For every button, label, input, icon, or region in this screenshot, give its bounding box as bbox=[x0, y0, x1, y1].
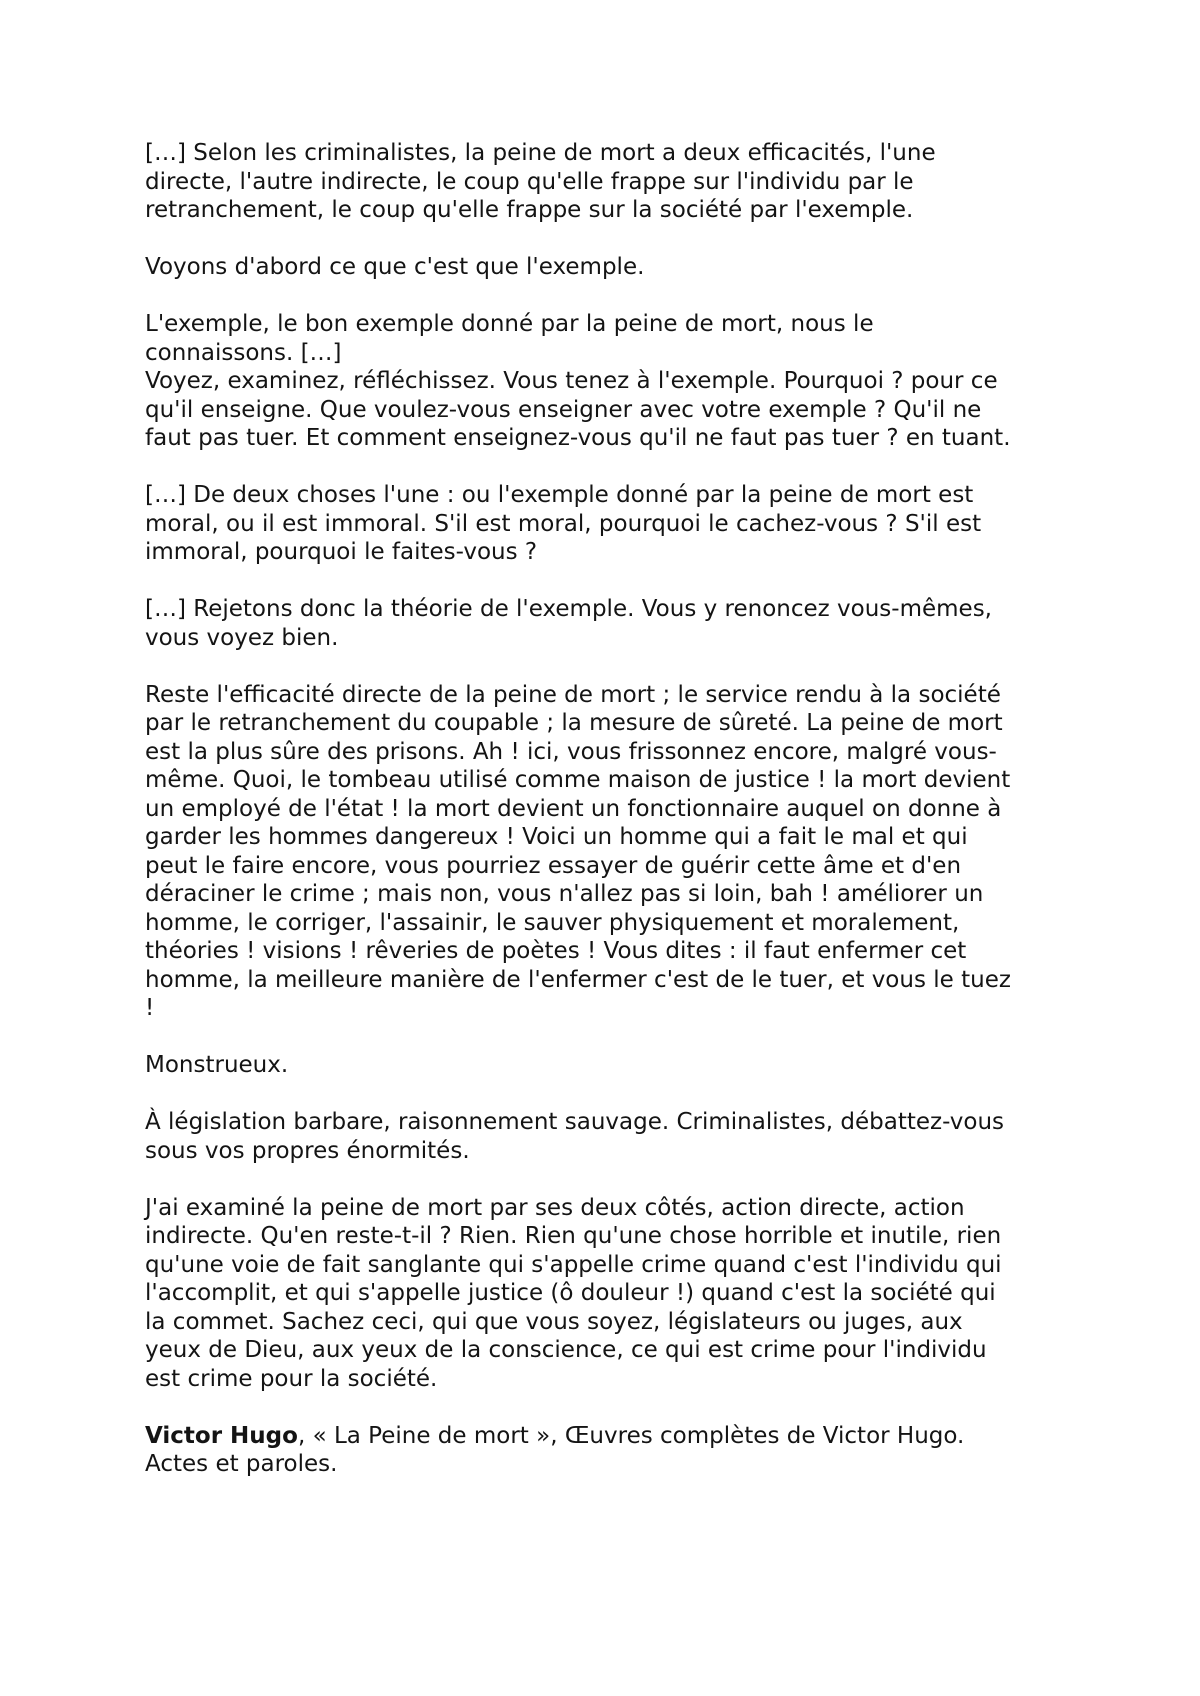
author-name: Victor Hugo bbox=[145, 1422, 298, 1449]
paragraph bbox=[145, 139, 1085, 225]
text-line: À législation barbare, raisonnement sauvage. Criminalistes, débattez-vous bbox=[145, 1109, 1005, 1135]
text-line: peut le faire encore, vous pourriez essayer de guérir cette âme et d'en bbox=[145, 852, 962, 879]
text-line: Voyons d'abord ce que c'est que l'exemple. bbox=[145, 254, 645, 280]
text-line: par le retranchement du coupable ; la mesure de sûreté. La peine de mort bbox=[145, 710, 1003, 736]
source-citation bbox=[145, 1422, 1085, 1479]
text-line: connaissons. […] bbox=[145, 339, 342, 366]
paragraph bbox=[145, 1108, 1085, 1165]
text-line: garder les hommes dangereux ! Voici un homme qui a fait le mal et qui bbox=[145, 824, 968, 850]
text-line: L'exemple, le bon exemple donné par la peine de mort, nous le bbox=[145, 311, 874, 337]
paragraph bbox=[145, 1051, 1085, 1080]
paragraph bbox=[145, 595, 1085, 652]
text-line: yeux de Dieu, aux yeux de la conscience, ce qui est crime pour l'individu bbox=[145, 1337, 987, 1363]
paragraph bbox=[145, 681, 1085, 1023]
document-body bbox=[145, 139, 1085, 1479]
paragraph bbox=[145, 1194, 1085, 1394]
text-line: Reste l'efficacité directe de la peine de mort ; le service rendu à la société bbox=[145, 681, 1001, 708]
text-line: est la plus sûre des prisons. Ah ! ici, vous frissonnez encore, malgré vous- bbox=[145, 738, 997, 765]
text-line: qu'il enseigne. Que voulez-vous enseigner avec votre exemple ? Qu'il ne bbox=[145, 396, 982, 423]
text-line: […] De deux choses l'une : ou l'exemple donné par la peine de mort est bbox=[145, 482, 974, 508]
text-line: homme, la meilleure manière de l'enfermer c'est de le tuer, et vous le tuez bbox=[145, 966, 1011, 993]
text-line: l'accomplit, et qui s'appelle justice (ô douleur !) quand c'est la société qui bbox=[145, 1280, 996, 1306]
text-line: directe, l'autre indirecte, le coup qu'elle frappe sur l'individu par le bbox=[145, 168, 914, 195]
paragraph bbox=[145, 253, 1085, 282]
text-line: homme, le corriger, l'assainir, le sauver physiquement et moralement, bbox=[145, 909, 960, 936]
text-line: indirecte. Qu'en reste-t-il ? Rien. Rien qu'une chose horrible et inutile, rien bbox=[145, 1223, 1002, 1249]
citation-line bbox=[145, 1422, 1085, 1451]
text-line: déraciner le crime ; mais non, vous n'allez pas si loin, bah ! améliorer un bbox=[145, 881, 984, 907]
text-line: même. Quoi, le tombeau utilisé comme maison de justice ! la mort devient bbox=[145, 767, 1011, 793]
text-line: immoral, pourquoi le faites-vous ? bbox=[145, 539, 538, 565]
text-line: retranchement, le coup qu'elle frappe sur la société par l'exemple. bbox=[145, 197, 914, 223]
text-line: moral, ou il est immoral. S'il est moral, pourquoi le cachez-vous ? S'il est bbox=[145, 510, 982, 537]
text-line: […] Selon les criminalistes, la peine de mort a deux efficacités, l'une bbox=[145, 140, 936, 166]
text-line: théories ! visions ! rêveries de poètes ! Vous dites : il faut enfermer cet bbox=[145, 938, 967, 964]
text-line: vous voyez bien. bbox=[145, 624, 339, 651]
text-line: la commet. Sachez ceci, qui que vous soyez, législateurs ou juges, aux bbox=[145, 1308, 963, 1335]
text-line: Monstrueux. bbox=[145, 1052, 289, 1078]
text-line: un employé de l'état ! la mort devient un fonctionnaire auquel on donne à bbox=[145, 795, 1002, 822]
text-line: qu'une voie de fait sanglante qui s'appelle crime quand c'est l'individu qui bbox=[145, 1251, 1002, 1278]
text-line: ! bbox=[145, 995, 155, 1021]
citation-title: , « La Peine de mort », Œuvres complètes de Victor Hugo. bbox=[297, 1422, 965, 1449]
text-line: […] Rejetons donc la théorie de l'exemple. Vous y renoncez vous-mêmes, bbox=[145, 596, 992, 622]
citation-subtitle: Actes et paroles. bbox=[145, 1451, 338, 1477]
text-line: sous vos propres énormités. bbox=[145, 1137, 470, 1164]
text-line: est crime pour la société. bbox=[145, 1365, 438, 1392]
text-line: faut pas tuer. Et comment enseignez-vous qu'il ne faut pas tuer ? en tuant. bbox=[145, 425, 1011, 451]
text-line: J'ai examiné la peine de mort par ses deux côtés, action directe, action bbox=[145, 1194, 965, 1221]
paragraph bbox=[145, 481, 1085, 567]
text-line: Voyez, examinez, réfléchissez. Vous tenez à l'exemple. Pourquoi ? pour ce bbox=[145, 368, 998, 394]
paragraph bbox=[145, 310, 1085, 453]
